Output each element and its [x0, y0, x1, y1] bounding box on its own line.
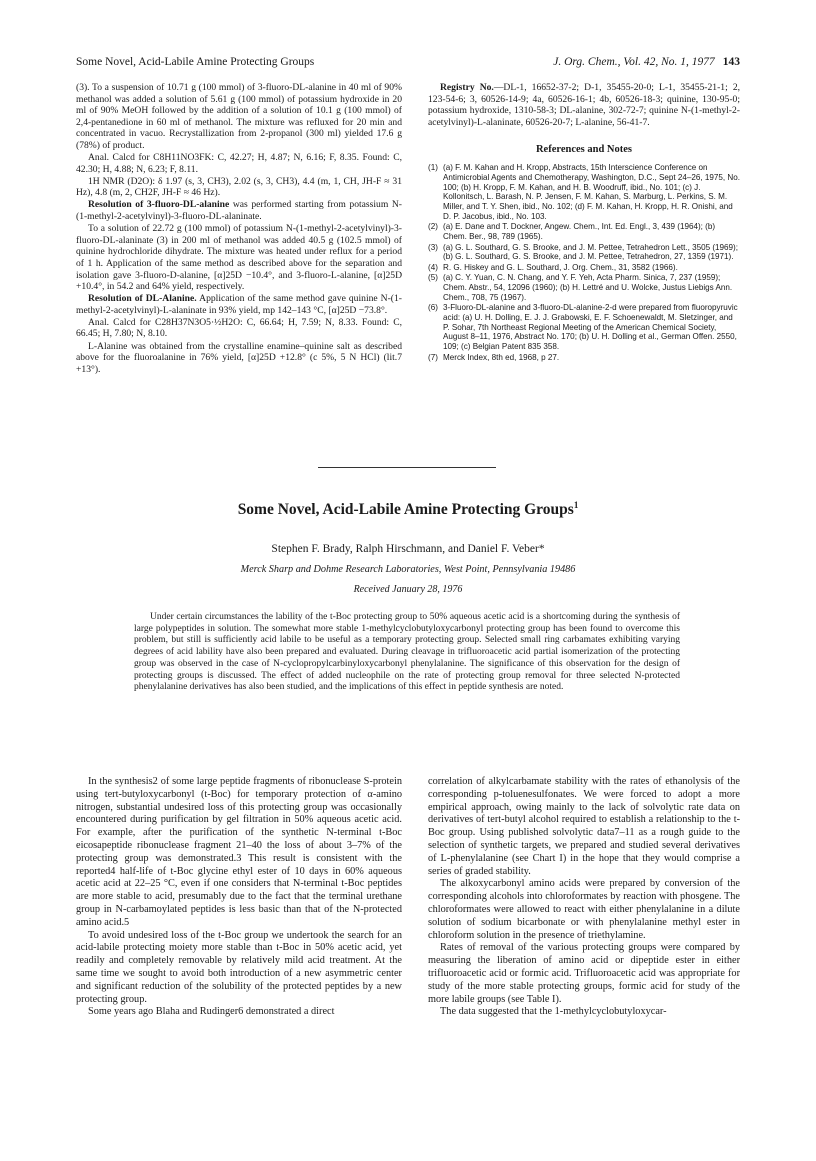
prev-paragraph: To a solution of 22.72 g (100 mmol) of potassium N-(1-methyl-2-acetylvinyl)-3-fluoro-DL-alaninate (3) in 200 ml of methanol was added 40.5 g (102.5 mmol) of quinine hydrochloride dihydrate. The mixture was heated under reflux for a period of 1 h. Application of the same method as described above for the separation and isolation gave 3-fluoro-D-alanine, [α]25D −10.4°, and 3-fluoro-L-alanine, [α]25D +10.4°, in 54.2 and 64% yield, respectively.: [76, 223, 402, 293]
body-paragraph: The data suggested that the 1-methylcyclobutyloxycar-: [440, 1006, 667, 1018]
journal-name: J. Org. Chem., Vol. 42, No. 1, 1977: [553, 56, 715, 68]
reference-text: (a) C. Y. Yuan, C. N. Chang, and Y. F. Yeh, Acta Pharm. Sinica, 7, 237 (1959); Chem. Abstr., 54, 12096 (1960); (b) H. Lettré and U. Wolcke, Justus Liebigs Ann. Chem., 708, 75 (1967).: [443, 273, 733, 302]
reference-number: (5): [428, 273, 438, 283]
reference-item: [428, 353, 740, 363]
reference-text: 3-Fluoro-DL-alanine and 3-fluoro-DL-alanine-2-d were prepared from fluoropyruvic acid: (a) U. H. Dolling, E. J. J. Grabowski, E. F. Schoenewaldt, M. Sletzinger, and P. Sohar, 7th Northeast Regional Meeting of the American Chemical Society, August 8–11, 1976, Abstract No. 170; (b) U. H. Dolling et al., German Offen. 2550, 109; (c) Belgian Patent 835 358.: [443, 303, 738, 352]
prev-article-left-column: [76, 82, 402, 375]
reference-item: [428, 163, 740, 222]
prev-paragraph: Anal. Calcd for C28H37N3O5·½H2O: C, 66.64; H, 7.59; N, 8.33. Found: C, 66.45; H, 7.80; N, 8.10.: [76, 316, 402, 340]
body-paragraph: In the synthesis2 of some large peptide fragments of ribonuclease S-protein using tert-butyloxycarbonyl (t-Boc) for temporary protection of α-amino nitrogen, substantial undesired loss of this protecting group was occasionally encountered during purification by gel filtration in 50% aqueous acetic acid. For example, after the purification of the synthetic N-terminal t-Boc eicosapeptide ribonuclease fragment 21–40 the loss of about 3–7% of the protecting group was demonstrated.3 This result is consistent with the reported4 half-life of t-Boc glycine ethyl ester of 10 days in 60% aqueous acetic acid at 22–25 °C, even if one considers that N-terminal t-Boc peptides are more stable to acid, presumably due to the fact that the terminal urethane group in N-carbamoylated peptides is less basic than that of the N-protected amino acid.5: [76, 776, 402, 928]
paragraph-text: —DL-1, 16652-37-2; D-1, 35455-20-0; L-1, 35455-21-1; 2, 123-54-6; 3, 60526-14-9; 4a, 60526-16-1; 4b, 60526-18-3; quinine, 130-95-0; potassium hydroxide, 1310-58-3; DL-alanine, 302-72-7; quinine N-(1-methyl-2-acetylvinyl)-L-alaninate, 60526-20-7; L-alanine, 56-41-7.: [428, 82, 741, 128]
reference-number: (6): [428, 303, 438, 313]
article-title-text: Some Novel, Acid-Labile Amine Protecting Groups: [237, 501, 574, 519]
references-heading: References and Notes: [535, 144, 633, 156]
registry-numbers: [428, 82, 740, 128]
body-paragraph: Some years ago Blaha and Rudinger6 demonstrated a direct: [88, 1006, 335, 1018]
prev-paragraph: 1H NMR (D2O): δ 1.97 (s, 3, CH3), 2.02 (s, 3, CH3), 4.4 (m, 1, CH, JH-F ≈ 31 Hz), 4.8 (m, 2, CH2F, JH-F ≈ 46 Hz).: [76, 175, 402, 199]
body-paragraph: Rates of removal of the various protecting groups were compared by measuring the liberation of amino acid or dipeptide ester in either trifluoroacetic acid or formic acid. Trifluoroacetic acid was appropriate for study of the more stable protecting groups, formic acid for study of the more labile groups (see Table I).: [428, 942, 740, 1005]
run-in-heading: Registry No.: [440, 82, 494, 93]
article-divider: [318, 467, 496, 468]
body-paragraph: To avoid undesired loss of the t-Boc group we undertook the search for an acid-labile protecting moiety more stable than t-Boc in 50% acetic acid, yet readily and completely removable by relatively mild acid treatment. At the same time we sought to avoid both introduction of a new asymmetric center and significant reduction of the solubility of the protected peptides by a new protecting group.: [76, 929, 402, 1005]
paragraph-text: Application of the same method gave quinine N-(1-methyl-2-acetylvinyl)-L-alaninate in 93% yield, mp 142–143 °C, [α]25D −73.8°.: [76, 293, 402, 316]
journal-citation: [553, 56, 740, 68]
references-list: [428, 163, 740, 363]
reference-item: [428, 303, 740, 352]
reference-number: (1): [428, 162, 438, 172]
prev-paragraph: L-Alanine was obtained from the crystalline enamine–quinine salt as described above for the fluoroalanine in 76% yield, [α]25D +12.8° (c 5%, 5 N HCl) (lit.7 +13°).: [76, 340, 402, 375]
prev-article-right-column: [428, 82, 740, 363]
reference-number: (2): [428, 222, 438, 232]
reference-text: (a) G. L. Southard, G. S. Brooke, and J. M. Pettee, Tetrahedron Lett., 3505 (1969); (b) G. L. Southard, G. S. Brooke, and J. M. Pettee, Tetrahedron, 27, 1359 (1971).: [443, 242, 738, 262]
reference-text: (a) F. M. Kahan and H. Kropp, Abstracts, 15th Interscience Conference on Antimicrobial Agents and Chemotherapy, Washington, D.C., Sept 24–26, 1975, No. 100; (b) H. Kropp, F. M. Kahan, and H. B. Woodruff, ibid., No. 101; (c) J. Kollonitsch, L. Barash, N. P. Jensen, F. M. Kahan, S. Marburg, L. Perkins, S. M. Miller, and T. Y. Shen, ibid., No. 102; (d) F. M. Kahan, H. Kropp, H. R. Onishi, and D. P. Jacobus, ibid., No. 103.: [443, 162, 740, 221]
body-right-column: [428, 776, 740, 1019]
title-footnote-marker: 1: [573, 500, 579, 510]
received-date: Received January 28, 1976: [353, 584, 463, 595]
running-header: [76, 56, 740, 72]
reference-item: [428, 222, 740, 242]
reference-number: (7): [428, 352, 438, 362]
reference-item: [428, 263, 740, 273]
body-paragraph: The alkoxycarbonyl amino acids were prepared by conversion of the corresponding alcohols into chloroformates by reaction with phosgene. The chloroformates were allowed to react with either phenylalanine in a dilute solution of sodium bicarbonate or with phenylalanine methyl ester in chloroform solution in the presence of triethylamine.: [428, 878, 740, 941]
reference-text: Merck Index, 8th ed, 1968, p 27.: [443, 352, 560, 362]
prev-paragraph: [76, 293, 402, 316]
body-paragraph: correlation of alkylcarbamate stability with the rates of ethanolysis of the corresponding p-toluenesulfonates. We were forced to adopt a more empirical approach, owing mainly to the lack of solvolytic rate data on derivatives of tert-butyl alcohol required to establish a relationship to the t-Boc group. Using published solvolytic data7–11 as a rough guide to the selection of synthetic targets, we prepared and studied several derivatives of L-phenylalanine (see Chart I) in the hope that they would comprise a series of graded stability.: [428, 776, 740, 877]
running-title: Some Novel, Acid-Labile Amine Protecting Groups: [76, 56, 315, 68]
article-title: [76, 500, 740, 519]
affiliation: Merck Sharp and Dohme Research Laboratories, West Point, Pennsylvania 19486: [240, 564, 576, 575]
reference-text: (a) E. Dane and T. Dockner, Angew. Chem., Int. Ed. Engl., 3, 439 (1964); (b) Chem. Ber., 98, 789 (1965).: [443, 222, 716, 242]
abstract: Under certain circumstances the lability of the t-Boc protecting group to 50% aqueous acetic acid is a shortcoming during the synthesis of large polypeptides in solution. The somewhat more stable 1-methylcyclobutyloxycarbonyl protecting group has been found to overcome this problem, but still is sufficiently acid labile to be useful as a temporary protecting group. Selected small ring carbamates exhibiting varying degrees of acid lability have also been prepared and evaluated. During cleavage in trifluoroacetic acid partial isomerization of the protecting group was observed in the case of N-cyclopropylcarbinyloxycarbonyl phenylalanine. The significance of this observation for the design of protecting groups is discussed. The effect of added nucleophile on the rate of protecting group removal for three selected N-protected phenylalanine derivatives has also been studied, and the implications of this effect in peptide synthesis are noted.: [134, 612, 680, 693]
prev-paragraph: [76, 199, 402, 222]
reference-text: R. G. Hiskey and G. L. Southard, J. Org. Chem., 31, 3582 (1966).: [443, 262, 678, 272]
run-in-heading: Resolution of DL-Alanine.: [88, 293, 197, 305]
paragraph-text: was performed starting from potassium N-(1-methyl-2-acetylvinyl)-3-fluoro-DL-alaninate.: [76, 199, 402, 223]
reference-number: (4): [428, 262, 438, 272]
body-left-column: [76, 776, 402, 1019]
page-number: 143: [722, 56, 740, 68]
reference-item: [428, 243, 740, 263]
authors: Stephen F. Brady, Ralph Hirschmann, and Daniel F. Veber*: [271, 543, 545, 555]
prev-paragraph: (3). To a suspension of 10.71 g (100 mmol) of 3-fluoro-DL-alanine in 40 ml of 90% methanol was added a solution of 5.61 g (100 mmol) of potassium hydroxide in 20 ml of 90% MeOH followed by the addition of a solution of 10.1 g (100 mmol) of 2,4-pentanedione in 60 ml of methanol. The mixture was refluxed for 20 min and concentrated in vacuo. Recrystallization from 2-propanol (300 ml) yielded 17.6 g (78%) of product.: [76, 82, 402, 151]
prev-paragraph: Anal. Calcd for C8H11NO3FK: C, 42.27; H, 4.87; N, 6.16; F, 8.35. Found: C, 42.30; H, 4.88; N, 6.23; F, 8.11.: [76, 152, 402, 175]
reference-number: (3): [428, 242, 438, 252]
reference-item: [428, 273, 740, 302]
run-in-heading: Resolution of 3-fluoro-DL-alanine: [88, 199, 230, 211]
